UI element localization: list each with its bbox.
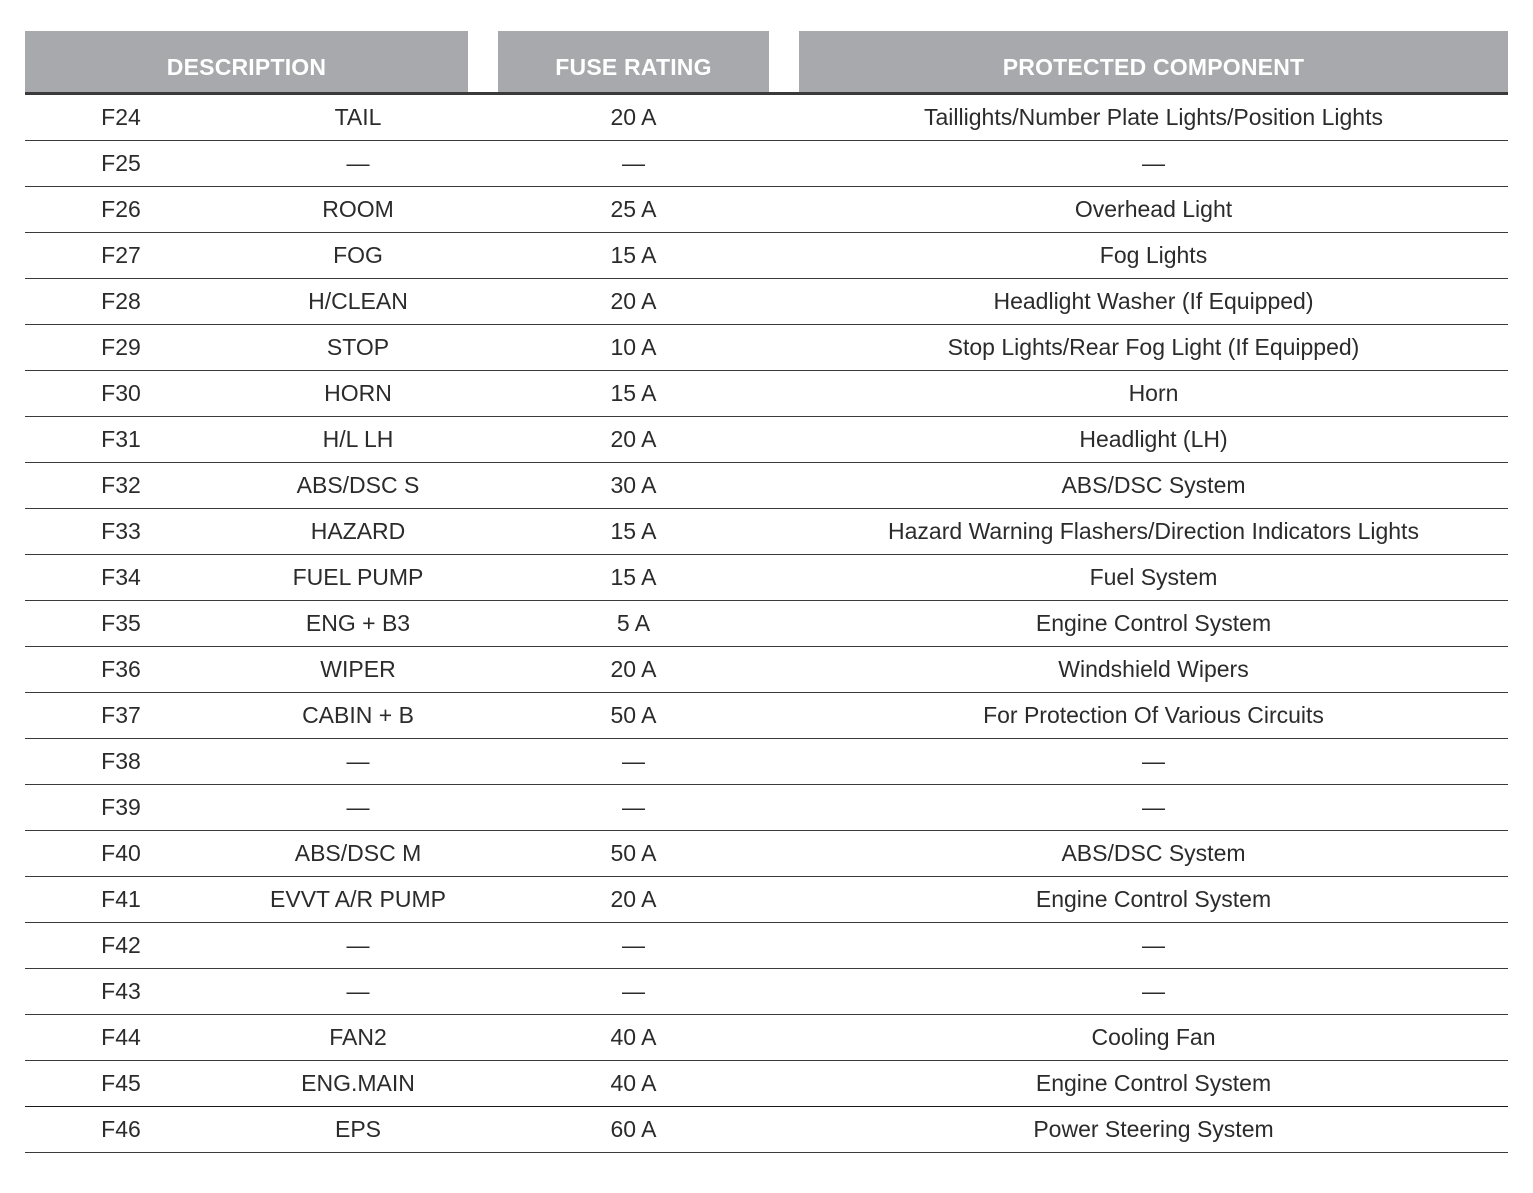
table-row: [25, 555, 1508, 601]
fuse-id: F24: [101, 104, 141, 130]
fuse-rating: 20 A: [610, 656, 657, 682]
fuse-description: STOP: [326, 334, 390, 360]
fuse-rating: 20 A: [610, 426, 657, 452]
fuse-description: ENG.MAIN: [301, 1070, 415, 1096]
table-row: [25, 279, 1508, 325]
protected-component: Taillights/Number Plate Lights/Position Lights: [924, 104, 1383, 130]
fuse-rating: —: [622, 748, 645, 774]
fuse-description: HORN: [324, 380, 392, 406]
fuse-rating: 15 A: [610, 242, 657, 268]
table-row: [25, 141, 1508, 187]
table-row: [25, 693, 1508, 739]
fuse-id: F34: [101, 564, 141, 590]
protected-component: —: [1142, 932, 1165, 958]
fuse-description: H/CLEAN: [308, 288, 408, 314]
table-row: [25, 1106, 1508, 1153]
fuse-id: F30: [101, 380, 141, 406]
fuse-id: F38: [101, 748, 141, 774]
fuse-rating: 20 A: [610, 288, 657, 314]
fuse-id: F44: [101, 1024, 141, 1050]
fuse-id: F31: [101, 426, 141, 452]
protected-component: Engine Control System: [1035, 610, 1272, 636]
fuse-id: F25: [101, 150, 141, 176]
fuse-rating: —: [622, 932, 645, 958]
fuse-description: ROOM: [322, 196, 394, 222]
protected-component: ABS/DSC System: [1061, 840, 1246, 866]
fuse-id: F42: [101, 932, 141, 958]
fuse-description: EVVT A/R PUMP: [270, 886, 446, 912]
fuse-id: F40: [101, 840, 141, 866]
fuse-rating: 10 A: [610, 334, 657, 360]
fuse-description: EPS: [334, 1116, 382, 1142]
fuse-description: H/L LH: [322, 426, 394, 452]
fuse-rating: 25 A: [610, 196, 657, 222]
fuse-description: ABS/DSC M: [294, 840, 422, 866]
table-row: [25, 923, 1508, 969]
table-row: [25, 1015, 1508, 1061]
table-row: [25, 417, 1508, 463]
table-row: [25, 831, 1508, 877]
fuse-description: WIPER: [320, 656, 396, 682]
fuse-table: [25, 31, 1508, 1153]
table-row: [25, 509, 1508, 555]
protected-component: Horn: [1128, 380, 1179, 406]
fuse-id: F37: [101, 702, 141, 728]
protected-component: ABS/DSC System: [1061, 472, 1246, 498]
fuse-rating: 40 A: [610, 1024, 657, 1050]
protected-component: Fog Lights: [1099, 242, 1208, 268]
fuse-id: F26: [101, 196, 141, 222]
fuse-id: F35: [101, 610, 141, 636]
header-protected-component: PROTECTED COMPONENT: [799, 31, 1508, 92]
fuse-rating: 40 A: [610, 1070, 657, 1096]
fuse-description: —: [346, 150, 370, 176]
table-row: [25, 325, 1508, 371]
protected-component: For Protection Of Various Circuits: [983, 702, 1324, 728]
fuse-rating: 20 A: [610, 104, 657, 130]
table-row: [25, 785, 1508, 831]
protected-component: Engine Control System: [1035, 1070, 1272, 1096]
protected-component: Headlight Washer (If Equipped): [993, 288, 1314, 314]
protected-component: Windshield Wipers: [1058, 656, 1249, 682]
protected-component: —: [1142, 748, 1165, 774]
table-row: [25, 969, 1508, 1015]
table-row: [25, 739, 1508, 785]
fuse-description: FAN2: [329, 1024, 387, 1050]
fuse-description: CABIN + B: [302, 702, 414, 728]
table-header: [25, 31, 1508, 95]
fuse-rating: 50 A: [610, 840, 657, 866]
fuse-id: F45: [101, 1070, 141, 1096]
fuse-id: F28: [101, 288, 141, 314]
protected-component: Overhead Light: [1074, 196, 1233, 222]
protected-component: —: [1142, 150, 1165, 176]
table-row: [25, 1061, 1508, 1107]
protected-component: —: [1142, 978, 1165, 1004]
fuse-id: F33: [101, 518, 141, 544]
protected-component: Fuel System: [1089, 564, 1218, 590]
fuse-description: HAZARD: [310, 518, 406, 544]
fuse-rating: 15 A: [610, 564, 657, 590]
protected-component: Power Steering System: [1033, 1116, 1274, 1142]
table-body: [25, 95, 1508, 1153]
fuse-rating: 20 A: [610, 886, 657, 912]
fuse-description: —: [346, 932, 370, 958]
fuse-rating: 15 A: [610, 518, 657, 544]
fuse-description: —: [346, 748, 370, 774]
table-row: [25, 371, 1508, 417]
protected-component: —: [1142, 794, 1165, 820]
fuse-rating: —: [622, 150, 645, 176]
protected-component: Engine Control System: [1035, 886, 1272, 912]
fuse-id: F36: [101, 656, 141, 682]
fuse-description: —: [346, 978, 370, 1004]
fuse-rating: 30 A: [610, 472, 657, 498]
fuse-description: FOG: [333, 242, 383, 268]
fuse-description: TAIL: [334, 104, 382, 130]
header-fuse-rating: FUSE RATING: [498, 31, 769, 92]
fuse-id: F32: [101, 472, 141, 498]
fuse-id: F29: [101, 334, 141, 360]
table-row: [25, 95, 1508, 141]
table-row: [25, 463, 1508, 509]
table-row: [25, 187, 1508, 233]
fuse-rating: —: [622, 794, 645, 820]
fuse-id: F46: [101, 1116, 141, 1142]
table-row: [25, 233, 1508, 279]
header-description: DESCRIPTION: [25, 31, 468, 92]
fuse-id: F27: [101, 242, 141, 268]
protected-component: Headlight (LH): [1079, 426, 1228, 452]
fuse-description: —: [346, 794, 370, 820]
protected-component: Hazard Warning Flashers/Direction Indicators Lights: [888, 518, 1419, 544]
fuse-rating: —: [622, 978, 645, 1004]
fuse-description: ENG + B3: [305, 610, 411, 636]
fuse-id: F43: [101, 978, 141, 1004]
protected-component: Stop Lights/Rear Fog Light (If Equipped): [947, 334, 1360, 360]
fuse-rating: 15 A: [610, 380, 657, 406]
fuse-rating: 60 A: [610, 1116, 657, 1142]
fuse-rating: 5 A: [616, 610, 651, 636]
fuse-rating: 50 A: [610, 702, 657, 728]
table-row: [25, 877, 1508, 923]
fuse-id: F39: [101, 794, 141, 820]
fuse-description: FUEL PUMP: [292, 564, 424, 590]
table-row: [25, 601, 1508, 647]
fuse-description: ABS/DSC S: [296, 472, 420, 498]
fuse-id: F41: [101, 886, 141, 912]
table-row: [25, 647, 1508, 693]
protected-component: Cooling Fan: [1091, 1024, 1216, 1050]
